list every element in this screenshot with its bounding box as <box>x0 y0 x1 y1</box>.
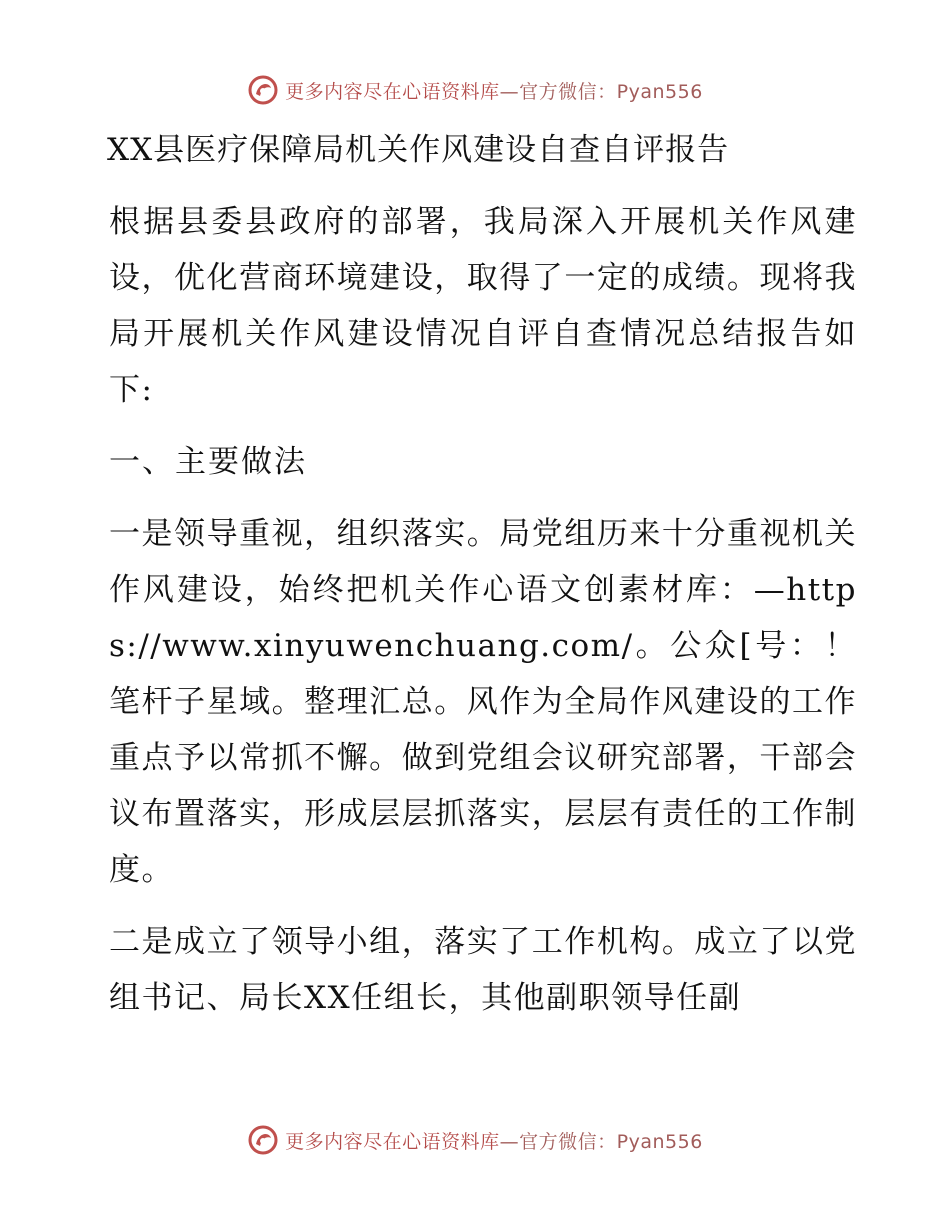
red-swirl-logo-icon <box>247 1124 279 1156</box>
watermark-text: 更多内容尽在心语资料库—官方微信：Pyan556 <box>285 80 703 103</box>
paragraph-2: 二是成立了领导小组，落实了工作机构。成立了以党组书记、局长XX任组长，其他副职领导任副 <box>109 924 857 1016</box>
top-watermark-banner <box>0 72 950 108</box>
watermark-text: 更多内容尽在心语资料库—官方微信：Pyan556 <box>285 1130 703 1153</box>
document-body <box>97 120 857 1042</box>
bottom-watermark-banner <box>0 1122 950 1158</box>
paragraph-1: 一是领导重视，组织落实。局党组历来十分重视机关作风建设，始终把机关作心语文创素材库：—https://www.xinyuwenchuang.com/。公众[号：！笔杆子星域。整理汇总。风作为全局作风建设的工作重点予以常抓不懈。做到党组会议研究部署，干部会议布置落实，形成层层抓落实，层层有责任的工作制度。 <box>109 516 857 888</box>
document-title: XX县医疗保障局机关作风建设自查自评报告 <box>107 132 730 168</box>
red-swirl-logo-icon <box>247 74 279 106</box>
section-heading: 一、主要做法 <box>109 444 307 480</box>
intro-paragraph: 根据县委县政府的部署，我局深入开展机关作风建设，优化营商环境建设，取得了一定的成绩。现将我局开展机关作风建设情况自评自查情况总结报告如下: <box>109 204 857 408</box>
